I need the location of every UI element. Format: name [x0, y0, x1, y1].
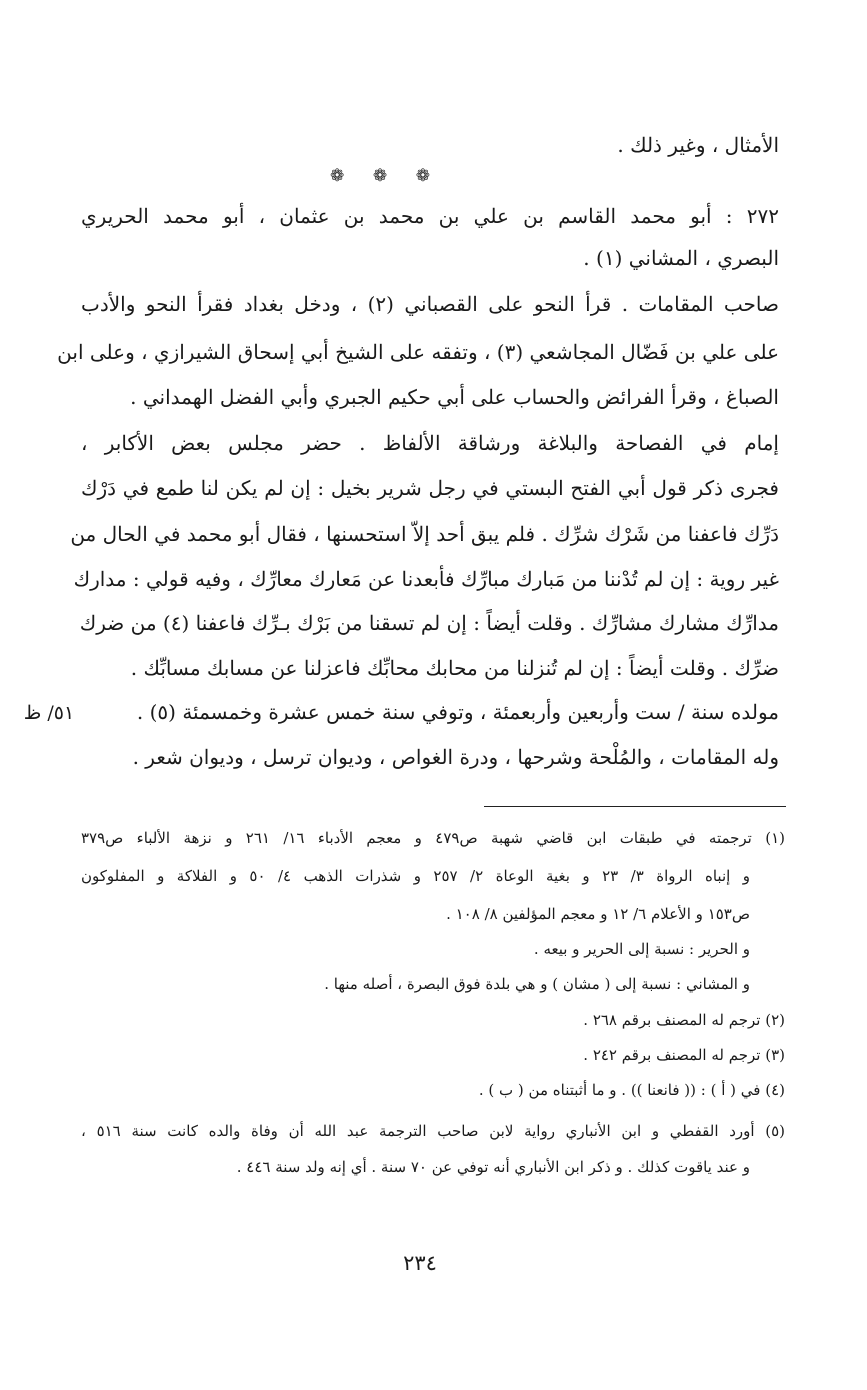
footnote-line: و المشاني : نسبة إلى ( مشان ) و هي بلدة فوق البصرة ، أصله منها .	[324, 975, 750, 993]
footnote-line: (٢) ترجم له المصنف برقم ٢٦٨ .	[583, 1011, 785, 1029]
text-line: إمام في الفصاحة والبلاغة ورشاقة الألفاظ . حضر مجلس بعض الأكابر ،	[81, 431, 779, 455]
footnote-line: (٤) في ( أ ) : (( فانعنا )) . و ما أثبتناه من ( ب ) .	[478, 1081, 785, 1099]
entry-heading-continued: البصري ، المشاني (١) .	[583, 246, 779, 270]
text-line: مدارِّك مشارك مشارِّك . وقلت أيضاً : إن لم تسقنا من بَرْك بـرِّك فاعفنا (٤) من ضرك	[79, 611, 779, 635]
entry-heading: ٢٧٢ : أبو محمد القاسم بن علي بن محمد بن عثمان ، أبو محمد الحريري	[81, 204, 779, 228]
page-number: ٢٣٤	[403, 1251, 437, 1275]
text-line: ضرِّك . وقلت أيضاً : إن لم تُنزلنا من محابك محابِّك فاعزلنا عن مسابك مسابِّك .	[130, 656, 779, 680]
text-line: فجرى ذكر قول أبي الفتح البستي في رجل شرير بخيل : إن لم يكن لنا طمع في دَرْك	[81, 476, 779, 500]
text-line: وله المقامات ، والمُلْحة وشرحها ، ودرة الغواص ، وديوان ترسل ، وديوان شعر .	[132, 745, 779, 769]
text-line: مولده سنة / ست وأربعين وأربعمئة ، وتوفي سنة خمس عشرة وخمسمئة (٥) .	[136, 700, 779, 724]
text-line: صاحب المقامات . قرأ النحو على القصباني (٢) ، ودخل بغداد فقرأ النحو والأدب	[81, 292, 779, 316]
text-line: على علي بن فَضّال المجاشعي (٣) ، وتفقه على الشيخ أبي إسحاق الشيرازي ، وعلى ابن	[57, 340, 779, 364]
footnote-line: (١) ترجمته في طبقات ابن قاضي شهبة ص٤٧٩ و معجم الأدباء ١٦/ ٢٦١ و نزهة الألباء ص٣٧٩	[81, 829, 785, 847]
text-line: غير روية : إن لم تُدْننا من مَبارك مبارِّك فأبعدنا عن مَعارك معارِّك ، وفيه قولي : مدارك	[73, 567, 779, 591]
footnote-line: و الحرير : نسبة إلى الحرير و بيعه .	[533, 940, 750, 958]
text-line: الأمثال ، وغير ذلك .	[617, 133, 779, 157]
section-ornament	[330, 166, 430, 186]
footnote-line: و إنباه الرواة ٣/ ٢٣ و بغية الوعاة ٢/ ٢٥٧ و شذرات الذهب ٤/ ٥٠ و الفلاكة و المفلوكون	[81, 867, 750, 885]
footnote-line: و عند ياقوت كذلك . و ذكر ابن الأنباري أنه توفي عن ٧٠ سنة . أي إنه ولد سنة ٤٤٦ .	[236, 1158, 750, 1176]
footnote-line: (٣) ترجم له المصنف برقم ٢٤٢ .	[583, 1046, 785, 1064]
footnote-divider	[484, 806, 786, 807]
text-line: الصباغ ، وقرأ الفرائض والحساب على أبي حكيم الجبري وأبي الفضل الهمداني .	[130, 385, 779, 409]
flower-icon: ❁	[372, 166, 388, 186]
margin-folio-note: ٥١/ ظ	[23, 702, 75, 724]
flower-icon: ❁	[415, 166, 430, 186]
footnote-line: ص١٥٣ و الأعلام ٦/ ١٢ و معجم المؤلفين ٨/ ١٠٨ .	[446, 905, 750, 923]
flower-icon: ❁	[330, 166, 345, 186]
footnote-line: (٥) أورد القفطي و ابن الأنباري رواية لابن صاحب الترجمة عبد الله أن وفاة والده كانت سنة ٥١٦ ،	[81, 1122, 786, 1140]
text-line: دَرِّك فاعفنا من شَرْك شرِّك . فلم يبق أحد إلاّ استحسنها ، فقال أبو محمد في الحال من	[70, 522, 779, 546]
